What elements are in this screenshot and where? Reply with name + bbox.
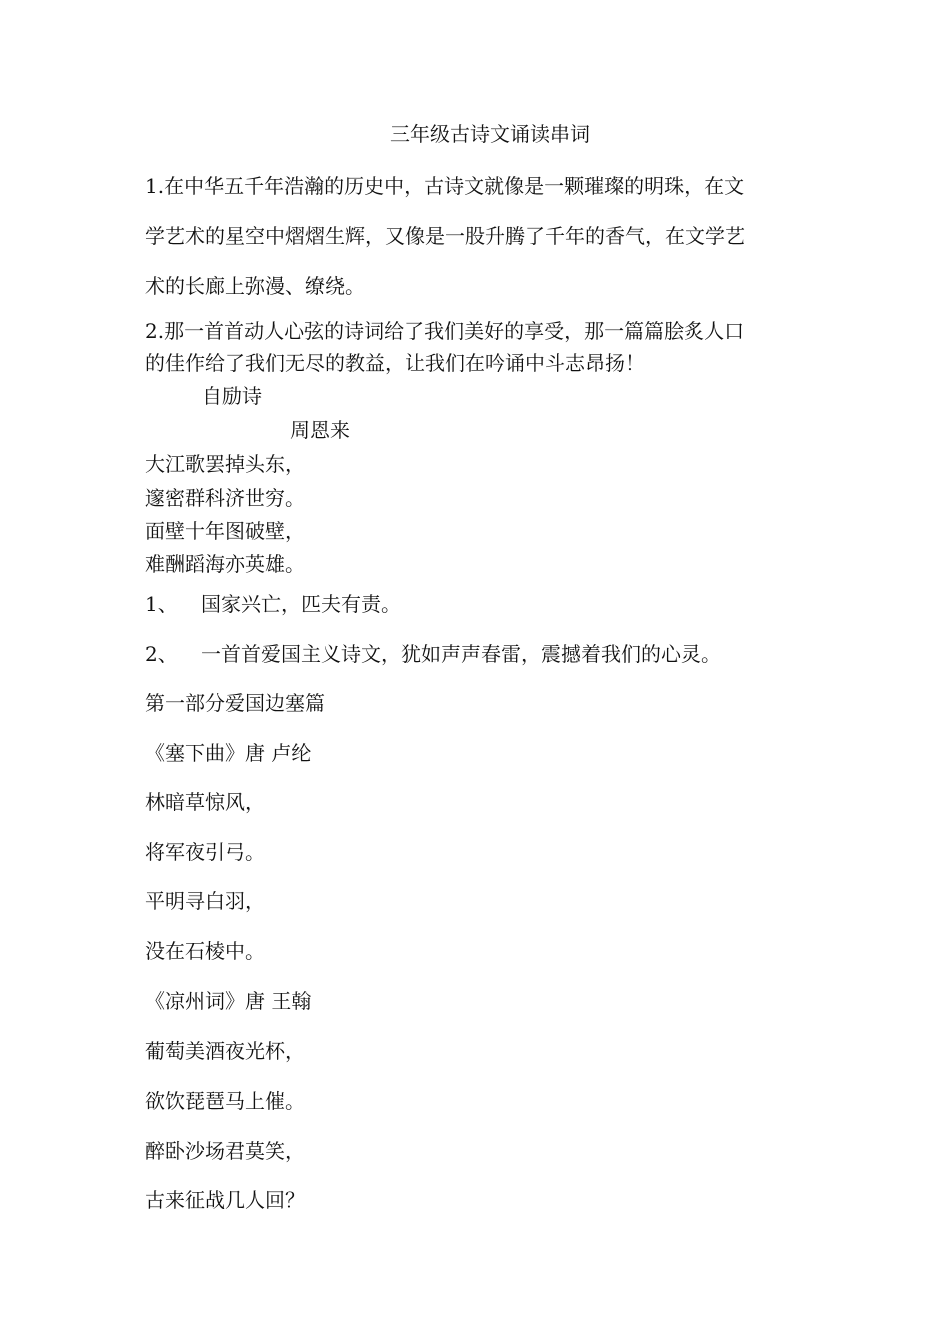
poem2-line: 将军夜引弓。 (145, 840, 265, 864)
intro-paragraph-1-line-2: 学艺术的星空中熠熠生辉，又像是一股升腾了千年的香气，在文学艺 (145, 224, 745, 248)
poem3-line: 醉卧沙场君莫笑， (145, 1139, 305, 1163)
poem1-line: 邃密群科济世穷。 (145, 486, 305, 510)
remark-text: 国家兴亡，匹夫有责。 (201, 592, 401, 616)
intro-paragraph-2-line-2: 的佳作给了我们无尽的教益，让我们在吟诵中斗志昂扬！ (145, 351, 645, 375)
poem2-line: 平明寻白羽， (145, 889, 265, 913)
remark-text: 一首首爱国主义诗文，犹如声声春雷，震撼着我们的心灵。 (201, 642, 721, 666)
poem2-line: 林暗草惊风， (145, 790, 265, 814)
remark-item (145, 641, 721, 667)
remark-number: 2、 (145, 642, 178, 666)
poem3-line: 欲饮琵琶马上催。 (145, 1089, 305, 1113)
poem1-author: 周恩来 (290, 418, 350, 442)
poem1-line: 大江歌罢掉头东， (145, 452, 305, 476)
poem3-line: 葡萄美酒夜光杯， (145, 1039, 305, 1063)
intro-paragraph-1-line-3: 术的长廊上弥漫、缭绕。 (145, 274, 365, 298)
remark-number: 1、 (145, 592, 178, 616)
intro-paragraph-2-line-1: 2.那一首首动人心弦的诗词给了我们美好的享受，那一篇篇脍炙人口 (145, 319, 745, 343)
document-title: 三年级古诗文诵读串词 (390, 122, 590, 146)
poem2-line: 没在石棱中。 (145, 939, 265, 963)
poem2-heading: 《塞下曲》唐 卢纶 (145, 741, 312, 765)
section-heading: 第一部分爱国边塞篇 (145, 691, 325, 715)
poem3-line: 古来征战几人回？ (145, 1188, 305, 1212)
poem1-title: 自励诗 (202, 384, 262, 408)
remark-item (145, 591, 401, 617)
intro-paragraph-1-line-1: 1.在中华五千年浩瀚的历史中，古诗文就像是一颗璀璨的明珠，在文 (145, 174, 745, 198)
poem1-line: 难酬蹈海亦英雄。 (145, 552, 305, 576)
poem1-line: 面壁十年图破壁， (145, 519, 305, 543)
poem3-heading: 《凉州词》唐 王翰 (145, 989, 312, 1013)
